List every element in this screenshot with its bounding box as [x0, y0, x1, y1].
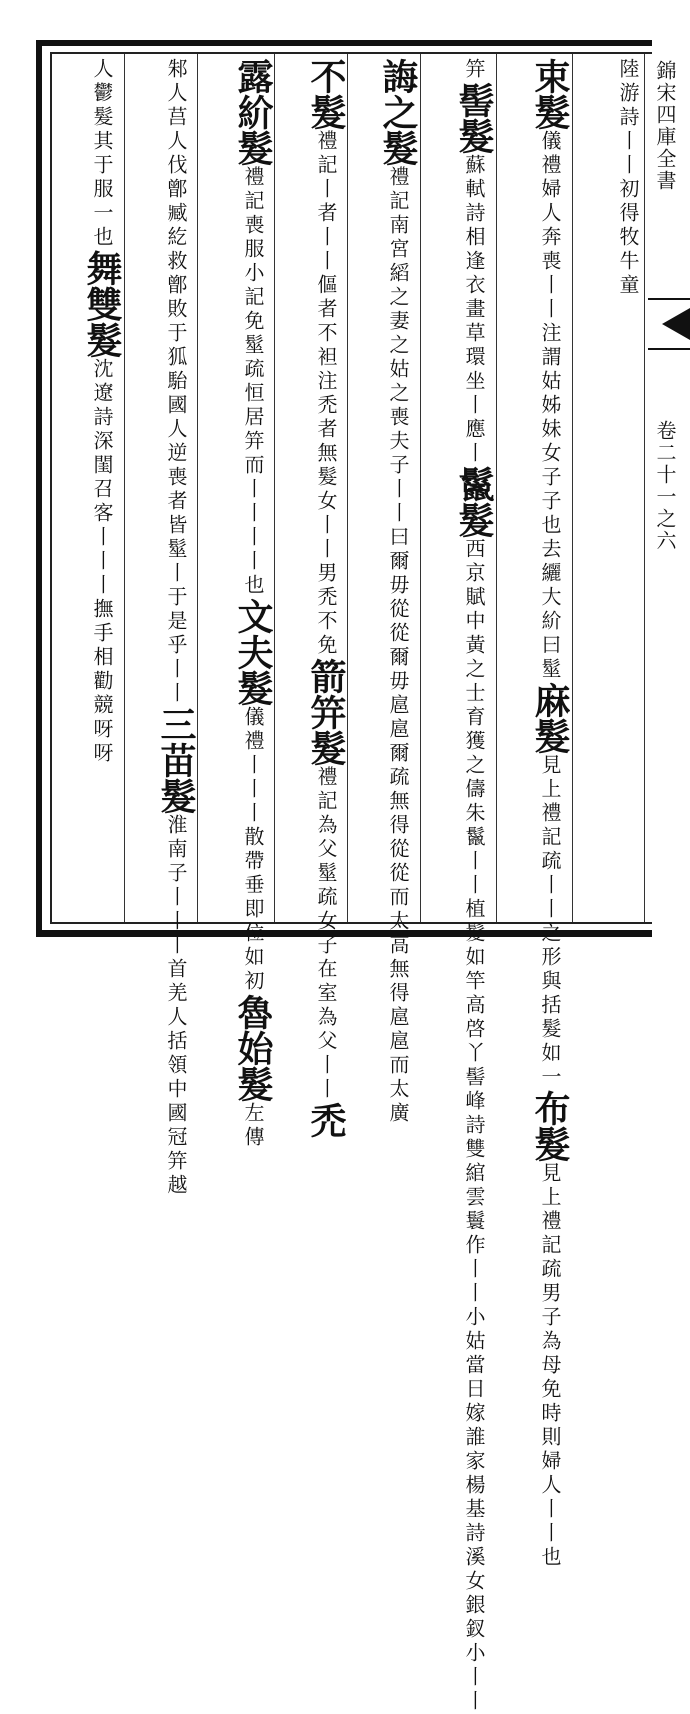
text-column-8: [56, 58, 122, 918]
text-run: 儀禮婦人奔喪丨丨注謂姑姊妹女子子也去纚大紒曰髽: [538, 130, 562, 682]
text-run: 笄: [462, 58, 486, 82]
frame-inner-top: [50, 52, 652, 54]
headword: 麻髮: [529, 682, 571, 754]
column-divider: [274, 54, 275, 922]
text-run: 陸游詩丨丨初得牧牛童: [616, 58, 640, 298]
column-divider: [124, 54, 125, 922]
column-divider: [420, 54, 421, 922]
headword: 布髮: [529, 1090, 571, 1162]
text-column-2: [500, 58, 571, 1570]
text-run: 淮南子丨丨丨首羌人括領中國冠笄越: [164, 814, 188, 1198]
margin-rule: [648, 348, 690, 350]
margin-volume: 卷二十一之六: [653, 420, 677, 552]
text-run: 見上禮記疏丨丨之形與括髮如一: [538, 754, 562, 1090]
text-run: 禮記喪服小記免髽疏恒居笄而丨丨丨丨也: [241, 166, 265, 598]
headword: 禿: [305, 1102, 347, 1138]
headword: 束髮: [529, 58, 571, 130]
text-run: 見上禮記疏男子為母免時則婦人丨丨也: [538, 1162, 562, 1570]
text-column-4: [350, 58, 419, 1126]
text-run: 人鬱髮其于服一也: [90, 58, 114, 250]
headword: 文夫髮: [232, 598, 274, 706]
text-run: 高啓丫髻峰詩雙綰雲鬟作丨丨小姑當日嫁誰家楊基詩溪女銀釵小丨丨: [462, 994, 486, 1714]
text-run: 儀禮丨丨丨散帶垂即位如初: [241, 706, 265, 994]
headword: 鬣髮: [453, 466, 495, 538]
text-column-5: [278, 58, 347, 1138]
headword: 不髮: [305, 58, 347, 130]
headword: 誨之髮: [377, 58, 419, 166]
text-run: 邾人莒人伐鄫臧紇救鄫敗于狐駘國人逆喪者皆髽丨于是乎丨丨: [164, 58, 188, 706]
text-column-7: [128, 58, 197, 1198]
headword: 露紒髮: [232, 58, 274, 166]
headword: 髻髮: [453, 82, 495, 154]
frame-border-top: [36, 40, 652, 46]
headword: 箭笄髮: [305, 658, 347, 766]
text-run: 禮記丨者丨丨傴者不袒注禿者無髮女丨丨男禿不免: [314, 130, 338, 658]
frame-inner-left: [50, 52, 52, 924]
column-divider: [572, 54, 573, 922]
headword: 舞雙髮: [81, 250, 123, 358]
frame-border-left: [36, 40, 42, 936]
text-run: 沈遼詩深閨召客丨丨丨撫手相勸競呀呀: [90, 358, 114, 766]
fishtail-mark: [648, 308, 690, 340]
text-run: 蘇軾詩相逢衣畫草環坐丨應丨: [462, 154, 486, 466]
margin-rule: [648, 298, 690, 300]
column-divider: [197, 54, 198, 922]
margin-title: 錦宋四庫全書: [653, 60, 677, 192]
text-run: 左傳: [241, 1102, 265, 1150]
text-column-6: [201, 58, 274, 1150]
text-run: 禮記為父髽疏女子在室為父丨丨: [314, 766, 338, 1102]
text-run: 西京賦中黃之士育獲之儔朱鬣丨丨植髮如竿: [462, 538, 486, 994]
headword: 魯始髮: [232, 994, 274, 1102]
text-column-1: [578, 58, 638, 918]
text-run: 禮記南宮縚之妻之姑之喪夫子丨丨曰爾毋從從爾毋扈扈爾疏無得從從而太高無得扈扈而太廣: [386, 166, 410, 1126]
column-divider: [347, 54, 348, 922]
column-divider: [496, 54, 497, 922]
text-column-3: [424, 58, 495, 1714]
headword: 三苗髮: [155, 706, 197, 814]
